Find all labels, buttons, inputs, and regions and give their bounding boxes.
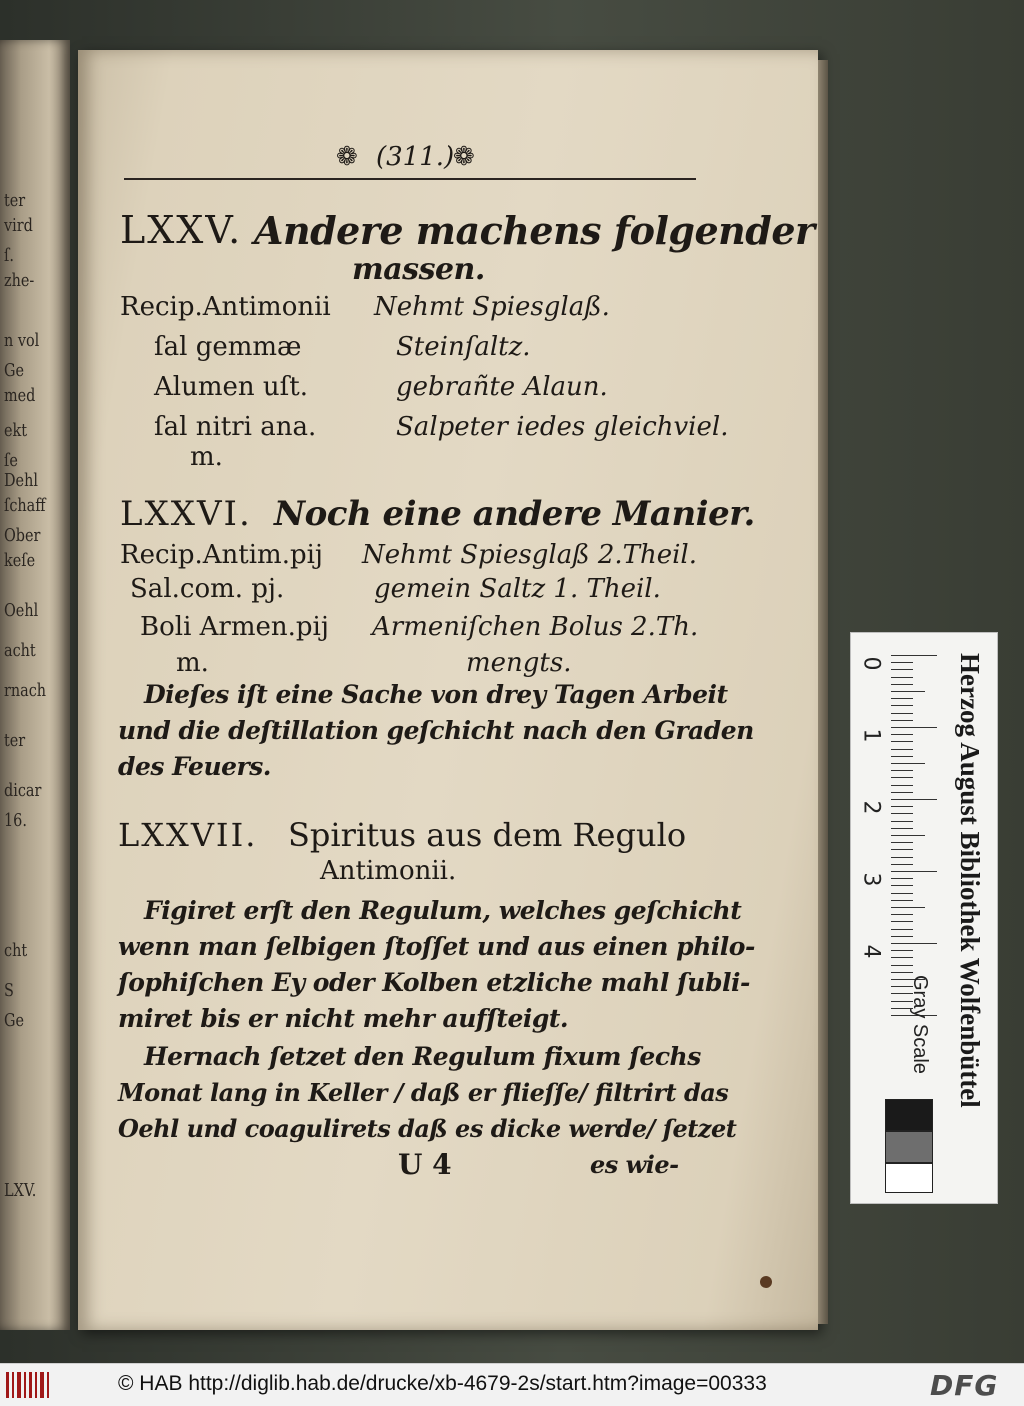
s75-row1-german: Nehmt Spiesglaß. — [374, 292, 610, 322]
ruler-tick — [891, 749, 913, 750]
ruler-tick — [891, 893, 913, 894]
ruler-tick — [891, 698, 913, 699]
ruler-tick — [891, 914, 913, 915]
ruler-tick — [891, 741, 913, 742]
ruler-tick — [891, 770, 913, 771]
ruler-tick — [891, 734, 913, 735]
s76-para-line1: Dieſes iſt eine Sache von drey Tagen Arbeit — [144, 680, 728, 709]
ruler-tick — [891, 885, 913, 886]
previous-page-fragment: ſe — [4, 450, 18, 471]
ruler-tick — [891, 929, 913, 930]
footer-copyright-link[interactable]: © HAB http://diglib.hab.de/drucke/xb-4679-2s/start.htm?image=00333 — [118, 1372, 767, 1395]
ruler-tick — [891, 965, 913, 966]
ruler-tick — [891, 857, 913, 858]
ruler-tick — [891, 813, 913, 814]
previous-page-fragment: Dehl — [4, 470, 38, 491]
previous-page-fragment: ter — [4, 730, 26, 751]
ruler-tick — [891, 921, 913, 922]
s77-para-line1: Figiret erſt den Regulum, welches geſchicht — [144, 896, 742, 925]
swatch-gray — [885, 1131, 933, 1163]
previous-page-fragment: n vol — [4, 330, 40, 351]
s76-row4-latin: m. — [176, 648, 209, 678]
previous-page-fragment: rnach — [4, 680, 47, 701]
ruler-tick — [891, 842, 913, 843]
s76-row2-german: gemein Saltz 1. Theil. — [374, 574, 661, 604]
ruler-tick — [891, 907, 925, 908]
ruler-card — [850, 632, 998, 1204]
header-ornament-right: ❁ — [453, 142, 475, 172]
ruler-tick — [891, 957, 913, 958]
ruler-tick — [891, 655, 937, 656]
section-77-number: LXXVII. — [118, 816, 258, 854]
ruler-tick — [891, 972, 913, 973]
ruler-title: Herzog August Bibliothek Wolfenbüttel — [955, 653, 985, 1108]
ruler-tick — [891, 943, 937, 944]
s77-para-line2: wenn man ſelbigen ſtoſſet und aus einen philo- — [118, 932, 755, 961]
s75-row3-german: gebrañte Alaun. — [396, 372, 608, 402]
s75-row2-german: Steinſaltz. — [396, 332, 531, 362]
catchword: es wie- — [590, 1150, 679, 1179]
section-75-number: LXXV. — [120, 208, 243, 252]
ruler-tick — [891, 871, 937, 872]
previous-page-fragment: Oehl — [4, 600, 39, 621]
section-75-title-cont: massen. — [352, 252, 485, 287]
s75-row5-latin: m. — [190, 442, 223, 472]
s77-para-line6: Monat lang in Keller / daß er flieſſe/ filtrirt das — [118, 1078, 729, 1107]
previous-page-fragment: cht — [4, 940, 28, 961]
gray-scale-label: Gray Scale — [909, 975, 931, 1074]
ruler-tick — [891, 763, 925, 764]
previous-page-fragment: ekt — [4, 420, 28, 441]
s77-para-line3: ſophiſchen Ey oder Kolben etzliche mahl ſubli- — [118, 968, 750, 997]
ruler-tick — [891, 806, 913, 807]
previous-page-fragment: ſ. — [4, 245, 14, 266]
book-page — [78, 50, 818, 1330]
ruler-tick — [891, 677, 913, 678]
s76-row4-german: mengts. — [466, 648, 572, 678]
previous-page-fragment: vird — [4, 215, 33, 236]
ruler-tick — [891, 785, 913, 786]
ruler-tick — [891, 792, 913, 793]
page-edge-shadow — [818, 60, 828, 1324]
s75-row4-latin: ſal nitri ana. — [154, 412, 317, 442]
section-76-number: LXXVI. — [120, 494, 252, 534]
ruler-tick — [891, 821, 913, 822]
ruler-tick — [891, 691, 925, 692]
section-77-title: Spiritus aus dem Regulo — [288, 816, 687, 854]
ruler-tick — [891, 720, 913, 721]
section-75-title: Andere machens folgender — [254, 208, 815, 253]
s77-para-line5: Hernach ſetzet den Regulum fixum ſechs — [144, 1042, 701, 1071]
ruler-tick — [891, 799, 937, 800]
s76-para-line3: des Feuers. — [118, 752, 271, 781]
s76-para-line2: und die deſtillation geſchicht nach den Graden — [118, 716, 754, 745]
ruler-tick — [891, 828, 913, 829]
s75-row3-latin: Alumen uſt. — [154, 372, 308, 402]
ruler-tick — [891, 756, 913, 757]
ruler-number-3: 3 — [858, 872, 884, 887]
ruler-tick — [891, 684, 913, 685]
previous-page-fragment: acht — [4, 640, 36, 661]
s75-row4-german: Salpeter iedes gleichviel. — [396, 412, 729, 442]
s75-row2-latin: ſal gemmæ — [154, 332, 302, 362]
s76-row3-latin: Boli Armen.pij — [140, 612, 329, 642]
previous-page-fragment: dicar — [4, 780, 42, 801]
ruler-tick — [891, 713, 913, 714]
s76-row1-latin: Recip.Antim.pij — [120, 540, 323, 570]
swatch-white — [885, 1163, 933, 1193]
previous-page-fragment: med — [4, 385, 36, 406]
s76-row2-latin: Sal.com. pj. — [130, 574, 285, 604]
header-rule — [124, 178, 696, 180]
previous-page-fragment: Ober — [4, 525, 41, 546]
ruler-tick — [891, 727, 937, 728]
dfg-logo: DFG — [930, 1369, 999, 1402]
signature-mark: U 4 — [398, 1148, 452, 1181]
page-number: (311.) — [376, 142, 455, 172]
s75-row1-latin: Recip.Antimonii — [120, 292, 331, 322]
ruler-tick — [891, 878, 913, 879]
previous-page-fragment: zhe- — [4, 270, 35, 291]
ruler-tick — [891, 950, 913, 951]
ruler-tick — [891, 835, 925, 836]
ruler-tick — [891, 777, 913, 778]
s76-row1-german: Nehmt Spiesglaß 2.Theil. — [362, 540, 698, 570]
ink-blot — [760, 1276, 772, 1288]
s77-para-line7: Oehl und coagulirets daß es dicke werde/ ſetzet — [118, 1114, 737, 1143]
previous-page-fragment: ter — [4, 190, 26, 211]
previous-page-fragment: Ge — [4, 360, 25, 381]
swatch-black — [885, 1099, 933, 1131]
previous-page-fragment: LXV. — [4, 1180, 37, 1201]
ruler-tick — [891, 705, 913, 706]
ruler-tick — [891, 864, 913, 865]
previous-page-fragment: keſe — [4, 550, 36, 571]
ruler-number-4: 4 — [858, 944, 884, 959]
ruler-tick — [891, 662, 913, 663]
ruler-number-1: 1 — [858, 728, 884, 743]
ruler-tick — [891, 900, 913, 901]
header-ornament-left: ❁ — [336, 142, 358, 172]
barcode-icon — [6, 1370, 52, 1400]
ruler-number-0: 0 — [858, 656, 884, 671]
previous-page-edge — [0, 40, 70, 1330]
s77-para-line4: miret bis er nicht mehr aufſteigt. — [118, 1004, 569, 1033]
ruler-tick — [891, 669, 913, 670]
section-77-title-cont: Antimonii. — [320, 856, 457, 886]
footer-bar — [0, 1363, 1024, 1406]
ruler-tick — [891, 849, 913, 850]
ruler-tick — [891, 936, 913, 937]
previous-page-fragment: Ge — [4, 1010, 25, 1031]
previous-page-fragment: S — [4, 980, 14, 1001]
previous-page-fragment: 16. — [4, 810, 27, 831]
previous-page-fragment: ſchaff — [4, 495, 46, 516]
ruler-number-2: 2 — [858, 800, 884, 815]
s76-row3-german: Armeniſchen Bolus 2.Th. — [372, 612, 699, 642]
section-76-title: Noch eine andere Manier. — [274, 494, 755, 534]
